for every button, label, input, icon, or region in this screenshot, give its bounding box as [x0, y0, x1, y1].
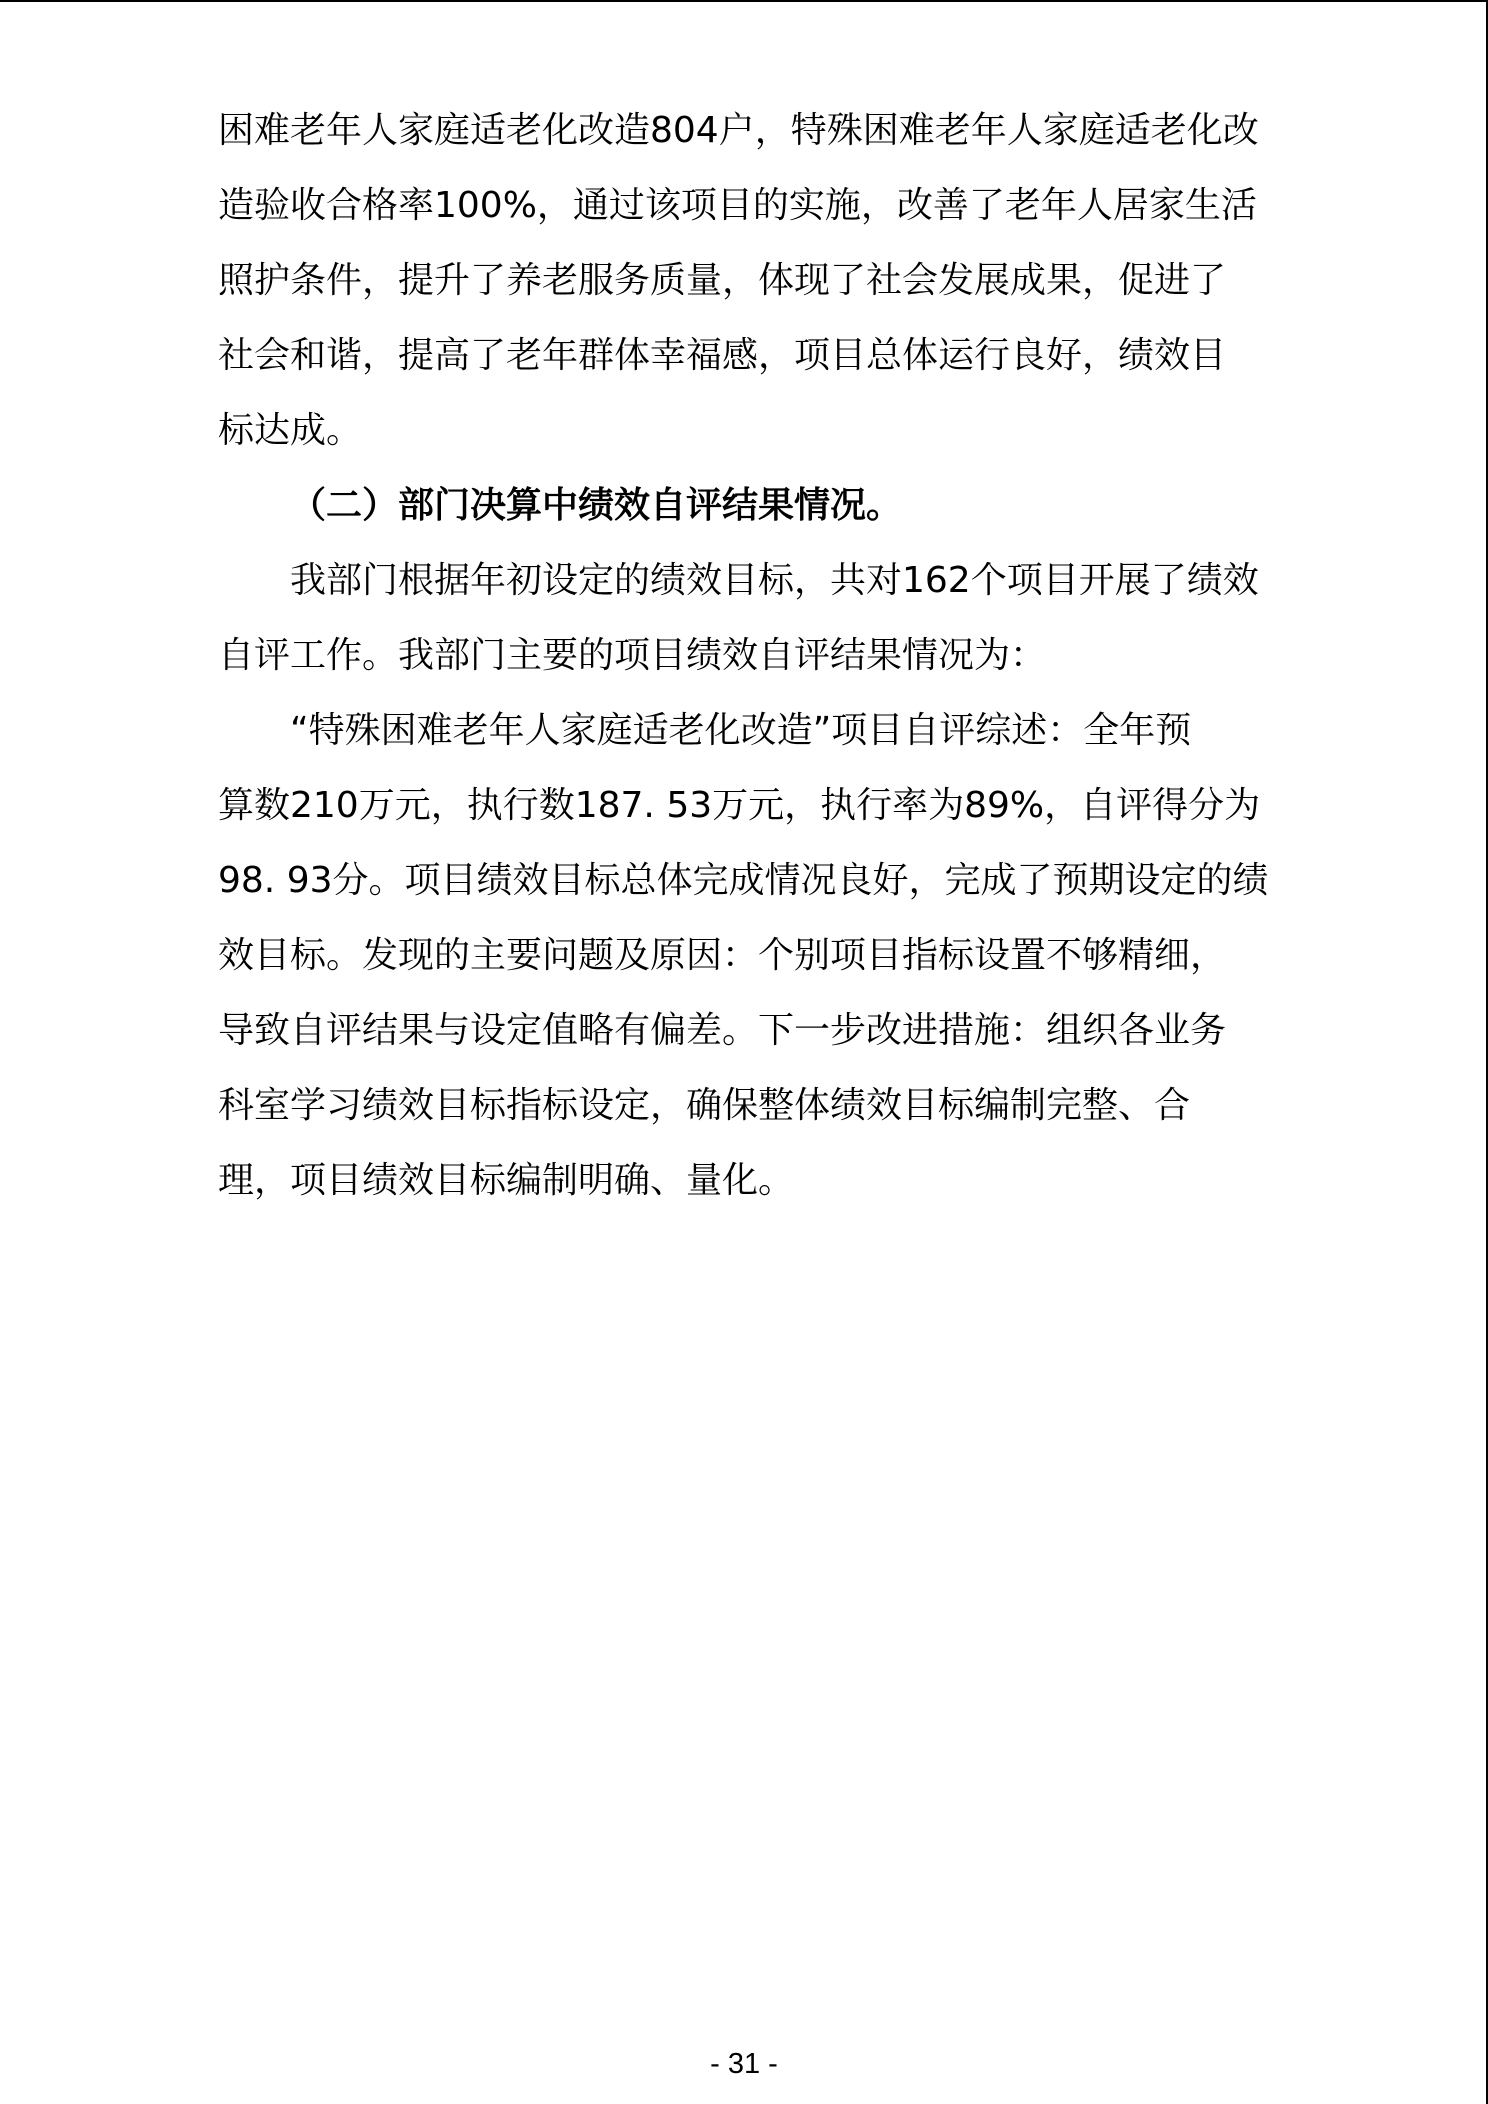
paragraph-line: 导致自评结果与设定值略有偏差。下一步改进措施：组织各业务 [218, 1010, 1227, 1051]
paragraph-line: 效目标。发现的主要问题及原因：个别项目指标设置不够精细， [218, 935, 1227, 976]
section-heading: （二）部门决算中绩效自评结果情况。 [290, 485, 903, 526]
paragraph-line: “特殊困难老年人家庭适老化改造”项目自评综述：全年预 [290, 710, 1192, 751]
paragraph-line: 算数210万元，执行数187. 53万元，执行率为89%，自评得分为 [218, 785, 1261, 826]
paragraph-line: 理，项目绩效目标编制明确、量化。 [218, 1160, 795, 1201]
paragraph-line: 科室学习绩效目标指标设定，确保整体绩效目标编制完整、合 [218, 1085, 1191, 1126]
paragraph-line: 困难老年人家庭适老化改造804户，特殊困难老年人家庭适老化改 [218, 110, 1259, 151]
paragraph-line: 标达成。 [218, 410, 363, 451]
paragraph-line: 照护条件，提升了养老服务质量，体现了社会发展成果，促进了 [218, 260, 1227, 301]
paragraph-line: 我部门根据年初设定的绩效目标，共对162个项目开展了绩效 [290, 560, 1259, 601]
paragraph-line: 造验收合格率100%，通过该项目的实施，改善了老年人居家生活 [218, 185, 1257, 226]
page-number: - 31 - [710, 2048, 778, 2080]
paragraph-line: 自评工作。我部门主要的项目绩效自评结果情况为： [218, 635, 1047, 676]
body-text [218, 100, 1284, 1225]
paragraph-line: 98. 93分。项目绩效目标总体完成情况良好，完成了预期设定的绩 [218, 860, 1269, 901]
paragraph-line: 社会和谐，提高了老年群体幸福感，项目总体运行良好，绩效目 [218, 335, 1227, 376]
